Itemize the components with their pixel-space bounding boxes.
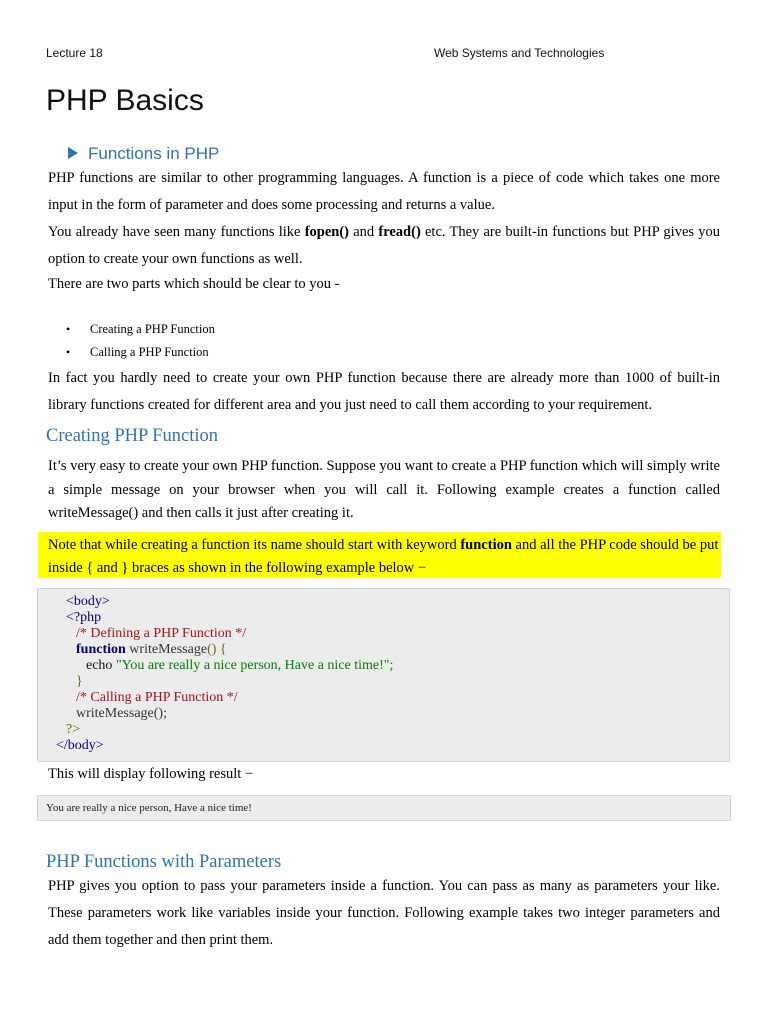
intro-p2-text-c: and: [349, 224, 379, 240]
code-line-comment-define: /* Defining a PHP Function */: [76, 626, 247, 641]
code-line-close-brace: }: [76, 674, 83, 689]
intro-paragraph-4: In fact you hardly need to create your own PHP function because there are already more than 1000 of built-in library functions created for different area and you just need to call them according to your requirement.: [48, 370, 720, 413]
intro-paragraph-2: [48, 219, 720, 273]
result-label: This will display following result −: [48, 766, 254, 782]
code-line-php-close: ?>: [66, 722, 81, 737]
code-line-echo: [86, 658, 393, 674]
code-keyword-function: function: [76, 642, 126, 657]
creating-paragraph: It’s very easy to create your own PHP function. Suppose you want to create a PHP function which will simply write a simple message on your browser when you will call it. Following example creates a function called writeMessage() and then calls it just after creating it.: [48, 458, 720, 521]
function-keyword-bold: function: [460, 537, 512, 553]
subheading-functions: [68, 144, 219, 164]
arrow-bullet-icon: [68, 147, 78, 159]
subheading-text: Functions in PHP: [88, 144, 220, 163]
code-line-php-open: <?php: [66, 610, 102, 625]
list-item: • Creating a PHP Function: [66, 318, 215, 341]
fread-bold: fread(): [378, 224, 421, 240]
header-lecture: Lecture 18: [46, 46, 103, 60]
fopen-bold: fopen(): [304, 224, 349, 240]
code-line-comment-call: /* Calling a PHP Function */: [76, 690, 238, 705]
code-function-name: writeMessage: [125, 642, 208, 657]
code-line-body-close: </body>: [56, 738, 104, 753]
intro-p2-text-e: etc. They are built-in functions but PHP gives you option to create your own functions as well.: [48, 224, 720, 267]
code-punctuation: () {: [207, 642, 227, 657]
intro-paragraph-3: There are two parts which should be clear to you -: [48, 276, 340, 292]
note-text-a: Note that while creating a function its name should start with keyword: [48, 537, 461, 553]
code-line-body-open: <body>: [66, 594, 110, 609]
note-text-c: and all the PHP code should be put inside { and } braces as shown in the following example below −: [48, 537, 719, 576]
code-string: "You are really a nice person, Have a nice time!";: [115, 658, 394, 673]
bullet-list: [66, 318, 215, 364]
intro-p2-text-a: You already have seen many functions like: [48, 224, 305, 240]
highlighted-note: [38, 532, 721, 578]
list-item: • Calling a PHP Function: [66, 341, 215, 364]
params-paragraph: PHP gives you option to pass your parameters inside a function. You can pass as many as parameters your like. These parameters work like variables inside your function. Following example takes two integer parameters and add them together and then print them.: [48, 878, 720, 948]
header-course-title: Web Systems and Technologies: [434, 46, 605, 60]
code-block: [37, 588, 730, 762]
code-line-function-def: [76, 642, 227, 658]
code-echo: echo: [86, 658, 116, 673]
section-heading-creating: Creating PHP Function: [46, 426, 218, 446]
result-output-box: You are really a nice person, Have a nice time!: [37, 795, 731, 821]
page-title: PHP Basics: [46, 84, 204, 117]
section-heading-params: PHP Functions with Parameters: [46, 852, 282, 872]
code-line-call: writeMessage();: [76, 706, 167, 721]
intro-paragraph-1: PHP functions are similar to other programming languages. A function is a piece of code which takes one more input in the form of parameter and does some processing and returns a value.: [48, 170, 720, 213]
